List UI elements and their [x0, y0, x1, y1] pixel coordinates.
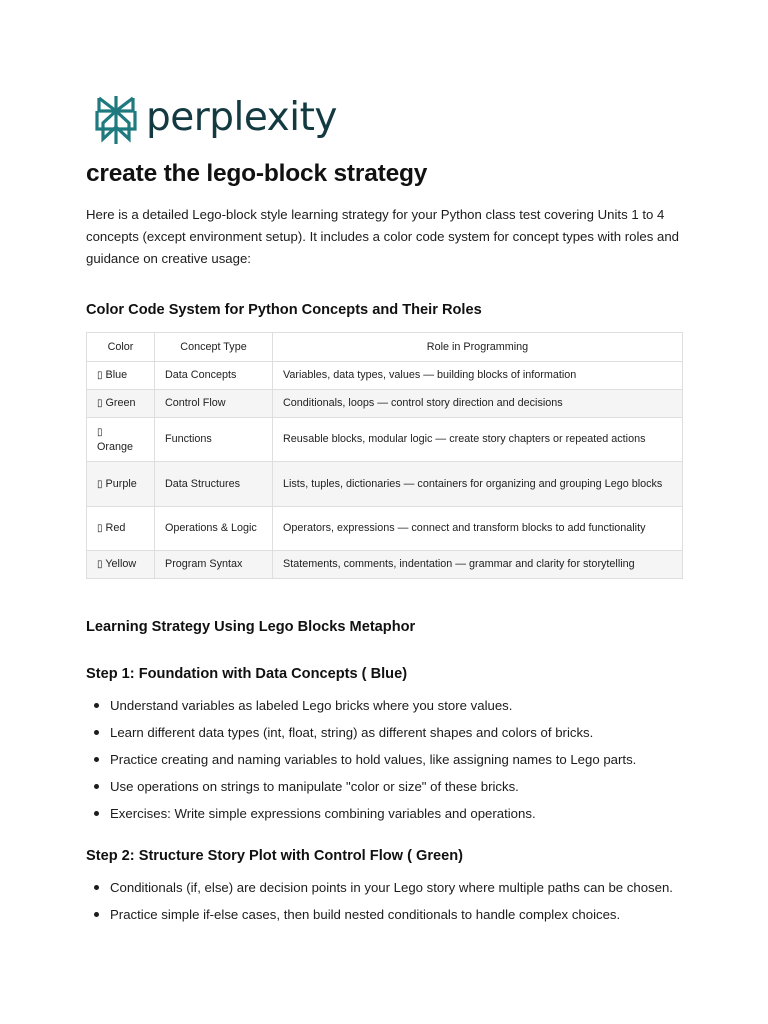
learning-strategy-heading: Learning Strategy Using Lego Blocks Metaphor [86, 619, 416, 635]
color-cell [87, 390, 155, 418]
role-cell: Conditionals, loops — control story direction and decisions [273, 390, 683, 418]
column-header-role: Role in Programming [273, 333, 683, 362]
step2-heading: Step 2: Structure Story Plot with Control Flow ( Green) [86, 848, 464, 864]
color-name: Green [105, 397, 136, 409]
color-cell [87, 362, 155, 390]
color-cell [87, 418, 155, 462]
step2-list [86, 877, 685, 931]
concept-cell: Program Syntax [155, 551, 273, 579]
table-header-row [87, 333, 683, 362]
role-cell: Lists, tuples, dictionaries — containers for organizing and grouping Lego blocks [273, 462, 683, 507]
role-cell: Statements, comments, indentation — grammar and clarity for storytelling [273, 551, 683, 579]
table-row [87, 390, 683, 418]
color-name: Blue [105, 369, 128, 381]
missing-glyph-icon: ▯ [97, 559, 103, 570]
list-item: Use operations on strings to manipulate "color or size" of these bricks. [110, 776, 685, 797]
table-row [87, 551, 683, 579]
color-code-table [86, 332, 683, 579]
list-item: Understand variables as labeled Lego bricks where you store values. [110, 695, 685, 716]
concept-cell: Data Structures [155, 462, 273, 507]
concept-cell: Data Concepts [155, 362, 273, 390]
role-cell: Operators, expressions — connect and transform blocks to add functionality [273, 507, 683, 551]
list-item: Conditionals (if, else) are decision points in your Lego story where multiple paths can be chosen. [110, 877, 685, 898]
missing-glyph-icon: ▯ [97, 426, 103, 438]
list-item: Learn different data types (int, float, string) as different shapes and colors of bricks. [110, 722, 685, 743]
color-name: Red [105, 522, 126, 534]
list-item: Exercises: Write simple expressions combining variables and operations. [110, 803, 685, 824]
column-header-concept: Concept Type [155, 333, 273, 362]
column-header-color: Color [87, 333, 155, 362]
color-name: Orange [97, 440, 134, 453]
color-cell [87, 507, 155, 551]
color-cell [87, 462, 155, 507]
color-name: Yellow [105, 558, 137, 570]
role-cell: Reusable blocks, modular logic — create story chapters or repeated actions [273, 418, 683, 462]
missing-glyph-icon: ▯ [97, 478, 103, 490]
intro-paragraph: Here is a detailed Lego-block style learning strategy for your Python class test covering Units 1 to 4 concepts (except environment setup). It includes a color code system for concept types with roles and guidance on creative usage: [86, 207, 679, 266]
brand-name: perplexity [146, 94, 337, 140]
role-cell: Variables, data types, values — building blocks of information [273, 362, 683, 390]
list-item: Practice creating and naming variables to hold values, like assigning names to Lego parts. [110, 749, 685, 770]
table-row [87, 462, 683, 507]
perplexity-logo [94, 94, 337, 146]
missing-glyph-icon: ▯ [97, 370, 103, 381]
concept-cell: Functions [155, 418, 273, 462]
table-row [87, 362, 683, 390]
missing-glyph-icon: ▯ [97, 523, 103, 534]
concept-cell: Operations & Logic [155, 507, 273, 551]
table-row [87, 418, 683, 462]
step1-heading: Step 1: Foundation with Data Concepts ( Blue) [86, 666, 408, 682]
color-name: Purple [105, 477, 137, 490]
list-item: Practice simple if-else cases, then build nested conditionals to handle complex choices. [110, 904, 685, 925]
perplexity-icon [94, 94, 138, 146]
color-cell [87, 551, 155, 579]
page-title: create the lego-block strategy [86, 160, 428, 187]
table-row [87, 507, 683, 551]
color-section-heading: Color Code System for Python Concepts and Their Roles [86, 302, 482, 318]
missing-glyph-icon: ▯ [97, 398, 103, 409]
concept-cell: Control Flow [155, 390, 273, 418]
step1-list [86, 695, 685, 830]
